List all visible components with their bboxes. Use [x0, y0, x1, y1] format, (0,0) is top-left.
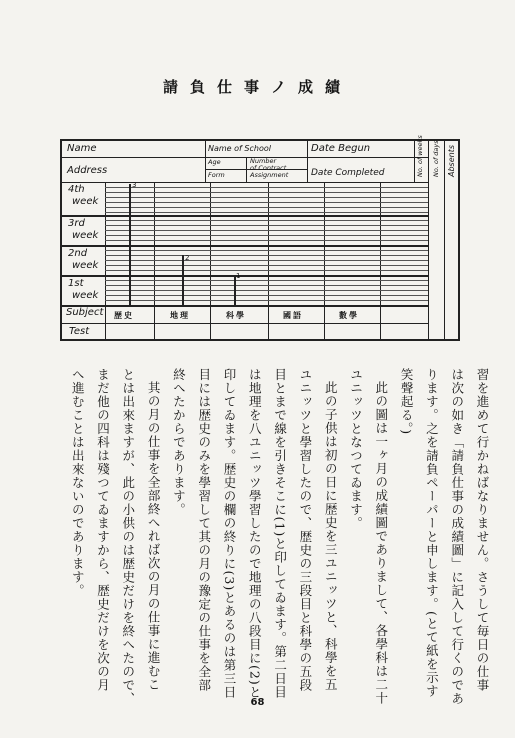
date-begun-label: Date Begun [311, 143, 371, 154]
progress-mark: 2 [185, 254, 190, 262]
page-title: 請負仕事ノ成績 [162, 78, 352, 96]
form-label: Form [208, 171, 225, 179]
weeks-count-label: No. of weeks [416, 135, 424, 177]
text-column: 此の子供は初の日に歴史を三ユニッツと、科學を五 [323, 381, 339, 692]
text-column: まだ他の四科は殘つてゐますから、歴史だけを次の月 [95, 368, 111, 692]
text-column: 此の圖は一ヶ月の成績圖でありまして、各學科は二十 [373, 381, 389, 705]
text-column: 終へたからであります。 [171, 368, 187, 517]
contract-number-label: Number [250, 157, 277, 165]
subject-mathematics: 數學 [339, 310, 359, 320]
subject-geography: 地理 [170, 310, 190, 320]
subject-science: 科學 [226, 310, 246, 320]
school-name-label: Name of School [208, 144, 271, 153]
text-column: へ進むことは出來ないのであります。 [70, 368, 86, 598]
address-label: Address [67, 165, 108, 176]
text-column: 目には歴史のみを學習して其の月の豫定の仕事を全部 [196, 368, 212, 692]
name-label: Name [67, 143, 97, 154]
contract-of-label: of Contract [250, 164, 287, 172]
text-column: ります。之を請負ペーパーと申します。(とて紙を示す [424, 368, 440, 698]
subject-history: 歴史 [114, 310, 134, 320]
text-column: 其の月の仕事を全部終へれば次の月の仕事に進むこ [146, 381, 162, 692]
progress-mark: 3 [132, 181, 137, 189]
contract-assignment-label: Assignment [250, 171, 289, 179]
test-label: Test [69, 326, 90, 337]
week-label: 1st week [68, 278, 99, 301]
days-count-label: No. of days [432, 140, 440, 177]
week-label: 3rd week [68, 218, 99, 241]
subject-japanese: 國語 [283, 310, 303, 320]
text-column: 習を進めて行かねばなりません。さうして毎日の仕事 [475, 368, 490, 692]
text-column: ユニッツと學習したので、歴史の三段目と科學の五段 [297, 368, 313, 692]
subject-row [62, 305, 428, 323]
progress-mark: 1 [236, 272, 241, 280]
week-label: 4th week [68, 184, 99, 207]
text-column: ユニッツとなつてゐます。 [348, 368, 364, 530]
week-label: 2nd week [68, 248, 99, 271]
subject-label: Subject [66, 307, 104, 318]
contract-record-form [60, 135, 460, 341]
text-column: 印してゐます。歴史の欄の終りに(3)とあるのは第三日 [222, 368, 237, 700]
text-column: 笑聲起る。) [399, 368, 415, 436]
date-completed-label: Date Completed [311, 168, 385, 178]
text-column: とは出來ますが、此の小供のは歴史だけを終へたので、 [120, 368, 136, 706]
text-column: は次の如き「請負仕事の成績圖」に記入して行くのであ [449, 368, 465, 706]
page-number: 68 [250, 697, 265, 708]
age-label: Age [208, 158, 221, 166]
text-column: は地理を八ユニッツ學習したので地理の八段目に(2)と [247, 368, 263, 700]
text-column: 目とまで線を引きそこに(1)と印してゐます。第二日目 [272, 368, 288, 700]
absents-label: Absents [447, 144, 456, 177]
